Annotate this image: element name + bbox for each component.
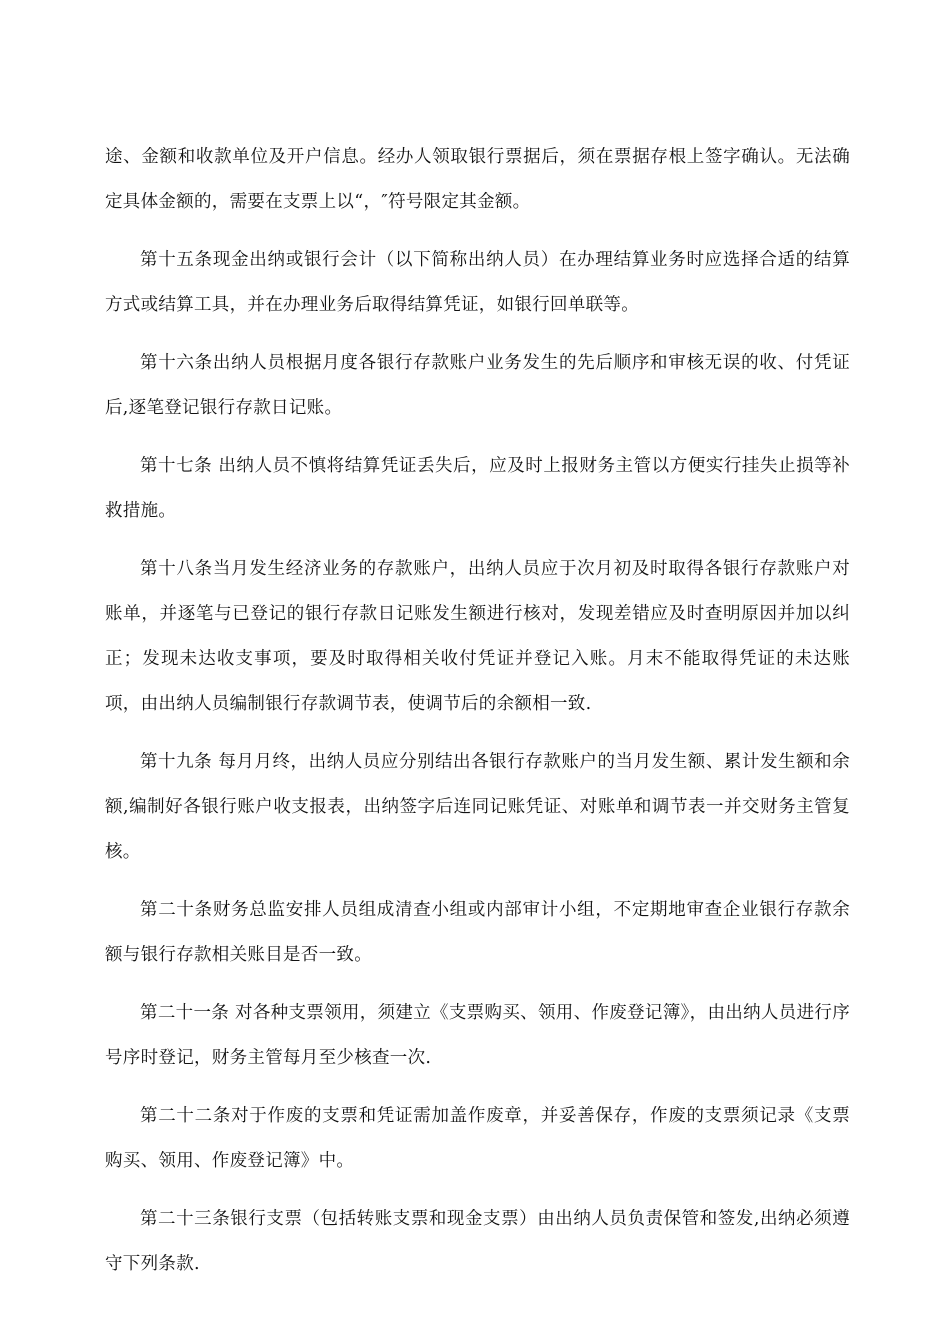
paragraph-article-22: 第二十二条对于作废的支票和凭证需加盖作废章，并妥善保存，作废的支票须记录《支票购买、领用、作废登记簿》中。 [105,1106,850,1171]
paragraph-article-18: 第十八条当月发生经济业务的存款账户，出纳人员应于次月初及时取得各银行存款账户对账单，并逐笔与已登记的银行存款日记账发生额进行核对，发现差错应及时查明原因并加以纠正；发现未达收支事项，要及时取得相关收付凭证并登记入账。月末不能取得凭证的未达账项，由出纳人员编制银行存款调节表，使调节后的余额相一致. [105,559,850,714]
paragraph-article-23: 第二十三条银行支票（包括转账支票和现金支票）由出纳人员负责保管和签发,出纳必须遵守下列条款. [105,1209,850,1274]
paragraph-article-20: 第二十条财务总监安排人员组成清查小组或内部审计小组，不定期地审查企业银行存款余额与银行存款相关账目是否一致。 [105,900,850,965]
paragraph-article-16: 第十六条出纳人员根据月度各银行存款账户业务发生的先后顺序和审核无误的收、付凭证后,逐笔登记银行存款日记账。 [105,353,850,418]
document-body [105,135,850,1300]
paragraph-continuation: 途、金额和收款单位及开户信息。经办人领取银行票据后，须在票据存根上签字确认。无法确定具体金额的，需要在支票上以“，″符号限定其金额。 [105,147,850,212]
paragraph-article-15: 第十五条现金出纳或银行会计（以下简称出纳人员）在办理结算业务时应选择合适的结算方式或结算工具，并在办理业务后取得结算凭证，如银行回单联等。 [105,250,850,315]
paragraph-article-21: 第二十一条 对各种支票领用，须建立《支票购买、领用、作废登记簿》，由出纳人员进行序号序时登记，财务主管每月至少核查一次. [105,1003,850,1068]
paragraph-article-19: 第十九条 每月月终，出纳人员应分别结出各银行存款账户的当月发生额、累计发生额和余额,编制好各银行账户收支报表，出纳签字后连同记账凭证、对账单和调节表一并交财务主管复核。 [105,752,850,862]
paragraph-article-17: 第十七条 出纳人员不慎将结算凭证丢失后，应及时上报财务主管以方便实行挂失止损等补救措施。 [105,456,850,521]
